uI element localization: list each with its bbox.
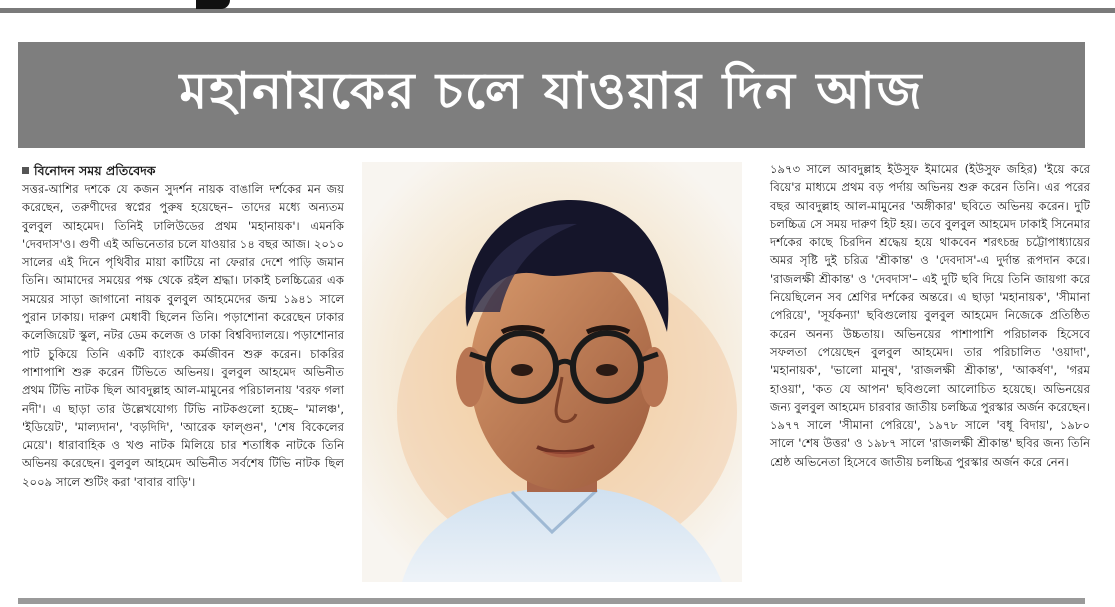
headline: মহানায়কের চলে যাওয়ার দিন আজ [179,61,924,120]
article-column-right [770,160,1090,471]
section-tab-mark [196,0,230,9]
headline-banner [18,42,1085,148]
bottom-rule [18,598,1085,604]
byline [22,162,344,180]
byline-text: বিনোদন সময় প্রতিবেদক [34,163,156,178]
portrait-photo [362,162,742,582]
article-body-right: ১৯৭৩ সালে আবদুল্লাহ ইউসুফ ইমামের (ইউসুফ জহির) 'ইয়ে করে বিয়ে'র মাধ্যমে প্রথম বড় পর্দায় অভিনয় শুরু করেন তিনি। এর পরের বছর আবদুল্লাহ আল-মামুনের 'অঙ্গীকার' ছবিতে অভিনয় করেন। দুটি চলচ্চিত্র সে সময় দারুণ হিট হয়। তবে বুলবুল আহমেদ ঢাকাই সিনেমার দর্শকের কাছে চিরদিন শ্রদ্ধেয় হয়ে থাকবেন শরৎচন্দ্র চট্টোপাধ্যায়ের অমর সৃষ্টি দুই চরিত্র 'শ্রীকান্ত' ও 'দেবদাস'-এ দুর্দান্ত রূপদান করে। 'রাজলক্ষী শ্রীকান্ত' ও 'দেবদাস'– এই দুটি ছবি দিয়ে তিনি জায়গা করে নিয়েছিলেন সব শ্রেণির দর্শকের অন্তরে। এ ছাড়া 'মহানায়ক', 'সীমানা পেরিয়ে', 'সূর্যকন্যা' ছবিগুলোয় বুলবুল আহমেদ নিজেকে প্রতিষ্ঠিত করেন অনন্য উচ্চতায়। অভিনয়ের পাশাপাশি পরিচালক হিসেবে সফলতা পেয়েছেন বুলবুল আহমেদ। তার পরিচালিত 'ওয়াদা', 'মহানায়ক', 'ভালো মানুষ', 'রাজলক্ষী শ্রীকান্ত', 'আকর্ষণ', 'গরম হাওয়া', 'কত যে আপন' ছবিগুলো আলোচিত হয়েছে। অভিনয়ের জন্য বুলবুল আহমেদ চারবার জাতীয় চলচ্চিত্র পুরস্কার অর্জন করেছেন। ১৯৭৭ সালে 'সীমানা পেরিয়ে', ১৯৭৮ সালে 'বধূ বিদায়', ১৯৮০ সালে 'শেষ উত্তর' ও ১৯৮৭ সালে 'রাজলক্ষী শ্রীকান্ত' ছবির জন্য তিনি শ্রেষ্ঠ অভিনেতা হিসেবে জাতীয় চলচ্চিত্র পুরস্কার অর্জন করে নেন। [770,162,1090,469]
top-rule [0,8,1115,13]
portrait-illustration [362,162,742,582]
article-body-left: সত্তর-আশির দশকে যে কজন সুদর্শন নায়ক বাঙালি দর্শকের মন জয় করেছেন, তরুণীদের স্বপ্নের পুরুষ হয়েছেন– তাদের মধ্যে অন্যতম বুলবুল আহমেদ। তিনিই ঢালিউডের প্রথম 'মহানায়ক'। এমনকি 'দেবদাস'ও। গুণী এই অভিনেতার চলে যাওয়ার ১৪ বছর আজ। ২০১০ সালের এই দিনে পৃথিবীর মায়া কাটিয়ে না ফেরার দেশে পাড়ি জমান তিনি। আমাদের সময়ের পক্ষ থেকে রইল শ্রদ্ধা। ঢাকাই চলচ্চিত্রের এক সময়ের সাড়া জাগানো নায়ক বুলবুল আহমেদের জন্ম ১৯৪১ সালে পুরান ঢাকায়। দারুণ মেধাবী ছিলেন তিনি। পড়াশোনা করেছেন ঢাকার কলেজিয়েট স্কুল, নটর ডেম কলেজ ও ঢাকা বিশ্ববিদ্যালয়ে। পড়াশোনার পাট চুকিয়ে তিনি একটি ব্যাংকে কর্মজীবন শুরু করেন। চাকরির পাশাপাশি শুরু করেন টিভিতে অভিনয়। বুলবুল আহমেদ অভিনীত প্রথম টিভি নাটক ছিল আবদুল্লাহ আল-মামুনের পরিচালনায় 'বরফ গলা নদী'। এ ছাড়া তার উল্লেখযোগ্য টিভি নাটকগুলো হচ্ছে– 'মালঞ্চ', 'ইডিয়েট', 'মাল্যদান', 'বড়দিদি', 'আরেক ফাল্গুন', 'শেষ বিকেলের মেয়ে'। ধারাবাহিক ও খণ্ড নাটক মিলিয়ে চার শতাধিক নাটকে তিনি অভিনয় করেছেন। বুলবুল আহমেদ অভিনীত সর্বশেষ টিভি নাটক ছিল ২০০৯ সালে শুটিং করা 'বাবার বাড়ি'। [22,182,344,489]
square-bullet-icon [22,167,29,174]
article-column-left [22,162,344,491]
